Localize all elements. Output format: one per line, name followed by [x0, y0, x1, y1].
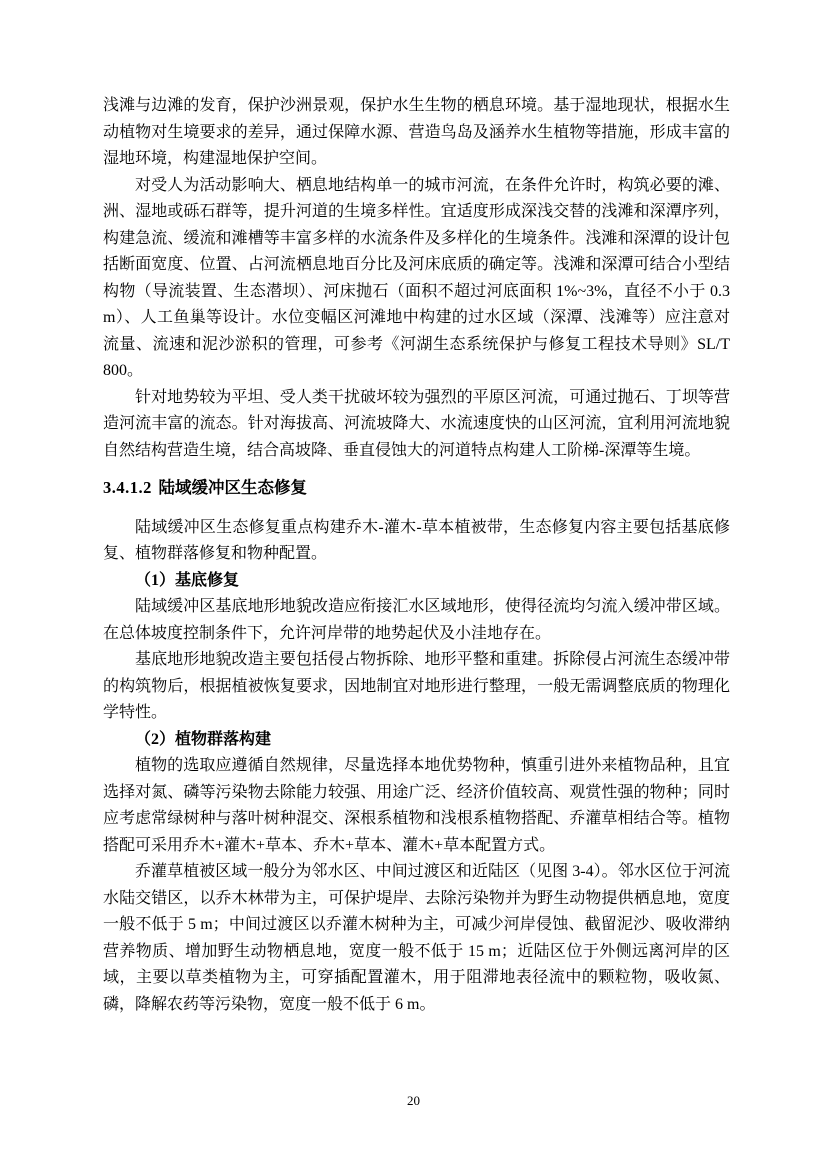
- paragraph-plain-mountain-rivers: 针对地势较为平坦、受人类干扰破坏较为强烈的平原区河流，可通过抛石、丁坝等营造河流丰富的流态。针对海拔高、河流坡降大、水流速度快的山区河流，宜利用河流地貌自然结构营造生境，结合高坡降、垂直侵蚀大的河道特点构建人工阶梯-深潭等生境。: [103, 388, 730, 459]
- paragraph-vegetation-zones: 乔灌草植被区域一般分为邻水区、中间过渡区和近陆区（见图 3-4）。邻水区位于河流水陆交错区，以乔木林带为主，可保护堤岸、去除污染物并为野生动物提供栖息地，宽度一般不低于 5 m；中间过渡区以乔灌木树种为主，可减少河岸侵蚀、截留泥沙、吸收滞纳营养物质、增加野生动物栖息地，宽度一般不低于 15 m；近陆区位于外侧远离河岸的区域，主要以草类植物为主，可穿插配置灌木，用于阻滞地表径流中的颗粒物，吸收氮、磷，降解农药等污染物，宽度一般不低于 6 m。: [103, 863, 730, 1013]
- subheading-plant-community: （2）植物群落构建: [135, 730, 272, 748]
- paragraph-substrate-reshaping: 基底地形地貌改造主要包括侵占物拆除、地形平整和重建。拆除侵占河流生态缓冲带的构筑物后，根据植被恢复要求，因地制宜对地形进行整理，一般无需调整底质的物理化学特性。: [103, 651, 730, 721]
- paragraph-substrate-terrain: 陆域缓冲区基底地形地貌改造应衔接汇水区域地形，使得径流均匀流入缓冲带区域。在总体坡度控制条件下，允许河岸带的地势起伏及小洼地存在。: [103, 598, 730, 642]
- paragraph-urban-river-habitat: 对受人为活动影响大、栖息地结构单一的城市河流，在条件允许时，构筑必要的滩、洲、湿地或砾石群等，提升河道的生境多样性。宜适度形成深浅交替的浅滩和深潭序列，构建急流、缓流和滩槽等丰富多样的水流条件及多样化的生境条件。浅滩和深潭的设计包括断面宽度、位置、占河流栖息地百分比及河床底质的确定等。浅滩和深潭可结合小型结构物（导流装置、生态潜坝）、河床抛石（面积不超过河底面积 1%~3%，直径不小于 0.3 m）、人工鱼巢等设计。水位变幅区河滩地中构建的过水区域（深潭、浅滩等）应注意对流量、流速和泥沙淤积的管理，可参考《河湖生态系统保护与修复工程技术导则》SL/T 800。: [103, 176, 730, 379]
- subheading-substrate-restoration: （1）基底修复: [135, 571, 240, 589]
- section-heading: [103, 475, 730, 502]
- page-number: 20: [407, 1093, 420, 1108]
- page-body: [103, 93, 730, 1018]
- section-number: 3.4.1.2: [103, 478, 152, 497]
- section-title: 陆域缓冲区生态修复: [158, 478, 307, 497]
- paragraph-wetland-continuation: 浅滩与边滩的发育，保护沙洲景观，保护水生生物的栖息环境。基于湿地现状，根据水生动植物对生境要求的差异，通过保障水源、营造鸟岛及涵养水生植物等措施，形成丰富的湿地环境，构建湿地保护空间。: [103, 97, 730, 167]
- page-footer: [0, 1092, 827, 1110]
- paragraph-buffer-zone-overview: 陆域缓冲区生态修复重点构建乔木-灌木-草本植被带，生态修复内容主要包括基底修复、植物群落修复和物种配置。: [103, 518, 730, 562]
- paragraph-plant-selection: 植物的选取应遵循自然规律，尽量选择本地优势物种，慎重引进外来植物品种，且宜选择对氮、磷等污染物去除能力较强、用途广泛、经济价值较高、观赏性强的物种；同时应考虑常绿树种与落叶树种混交、深根系植物和浅根系植物搭配、乔灌草相结合等。植物搭配可采用乔木+灌木+草本、乔木+草本、灌木+草本配置方式。: [103, 757, 730, 854]
